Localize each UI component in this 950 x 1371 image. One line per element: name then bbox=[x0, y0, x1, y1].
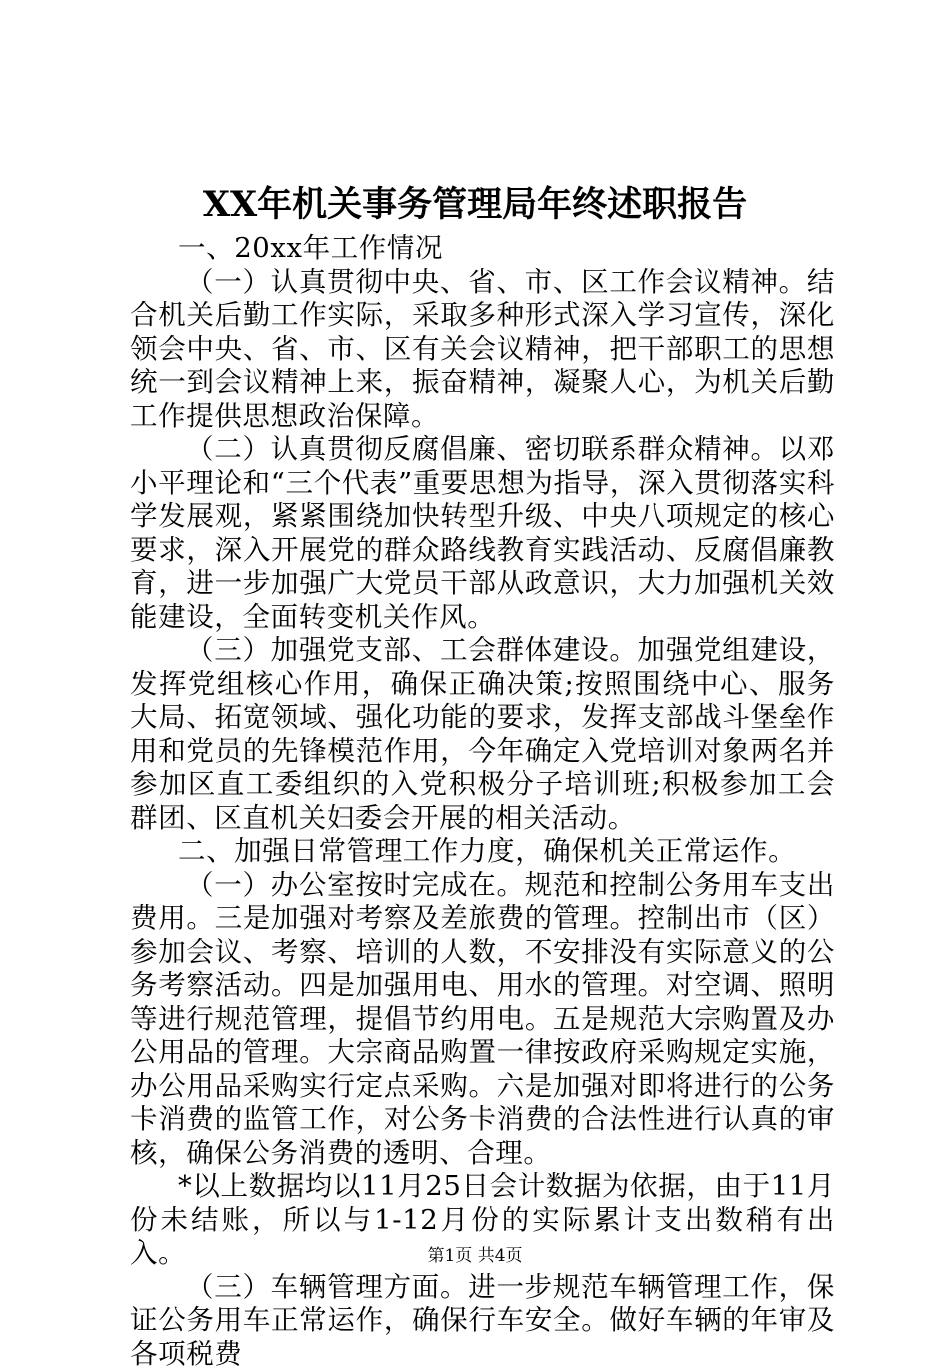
paragraph-1-3: （三）加强党支部、工会群体建设。加强党组建设，发挥党组核心作用，确保正确决策;按照围绕中心、服务大局、拓宽领域、强化功能的要求，发挥支部战斗堡垒作用和党员的先锋模范作用，今年确定入党培训对象两名并参加区直工委组织的入党积极分子培训班;积极参加工会群团、区直机关妇委会开展的相关活动。 bbox=[130, 634, 835, 835]
paragraph-1-1: （一）认真贯彻中央、省、市、区工作会议精神。结合机关后勤工作实际，采取多种形式深入学习宣传，深化领会中央、省、市、区有关会议精神，把干部职工的思想统一到会议精神上来，振奋精神，凝聚人心，为机关后勤工作提供思想政治保障。 bbox=[130, 266, 835, 434]
paragraph-2-3: （三）车辆管理方面。进一步规范车辆管理工作，保证公务用车正常运作，确保行车安全。做好车辆的年审及各项税费 bbox=[130, 1271, 835, 1371]
section-heading-1: 一、20xx年工作情况 bbox=[130, 232, 835, 266]
document-title: XX年机关事务管理局年终述职报告 bbox=[0, 182, 950, 228]
section-heading-2: 二、加强日常管理工作力度，确保机关正常运作。 bbox=[130, 835, 835, 869]
document-body bbox=[130, 232, 835, 1371]
data-note: *以上数据均以11月25日会计数据为依据，由于11月份未结账，所以与1-12月份的实际累计支出数稍有出入。 bbox=[130, 1170, 835, 1271]
page-number-footer: 第1页 共4页 bbox=[0, 1245, 950, 1267]
paragraph-1-2: （二）认真贯彻反腐倡廉、密切联系群众精神。以邓小平理论和“三个代表”重要思想为指导，深入贯彻落实科学发展观，紧紧围绕加快转型升级、中央八项规定的核心要求，深入开展党的群众路线教育实践活动、反腐倡廉教育，进一步加强广大党员干部从政意识，大力加强机关效能建设，全面转变机关作风。 bbox=[130, 433, 835, 634]
paragraph-2-1: （一）办公室按时完成在。规范和控制公务用车支出费用。三是加强对考察及差旅费的管理。控制出市（区）参加会议、考察、培训的人数，不安排没有实际意义的公务考察活动。四是加强用电、用水的管理。对空调、照明等进行规范管理，提倡节约用电。五是规范大宗购置及办公用品的管理。大宗商品购置一律按政府采购规定实施，办公用品采购实行定点采购。六是加强对即将进行的公务卡消费的监管工作，对公务卡消费的合法性进行认真的审核，确保公务消费的透明、合理。 bbox=[130, 869, 835, 1171]
